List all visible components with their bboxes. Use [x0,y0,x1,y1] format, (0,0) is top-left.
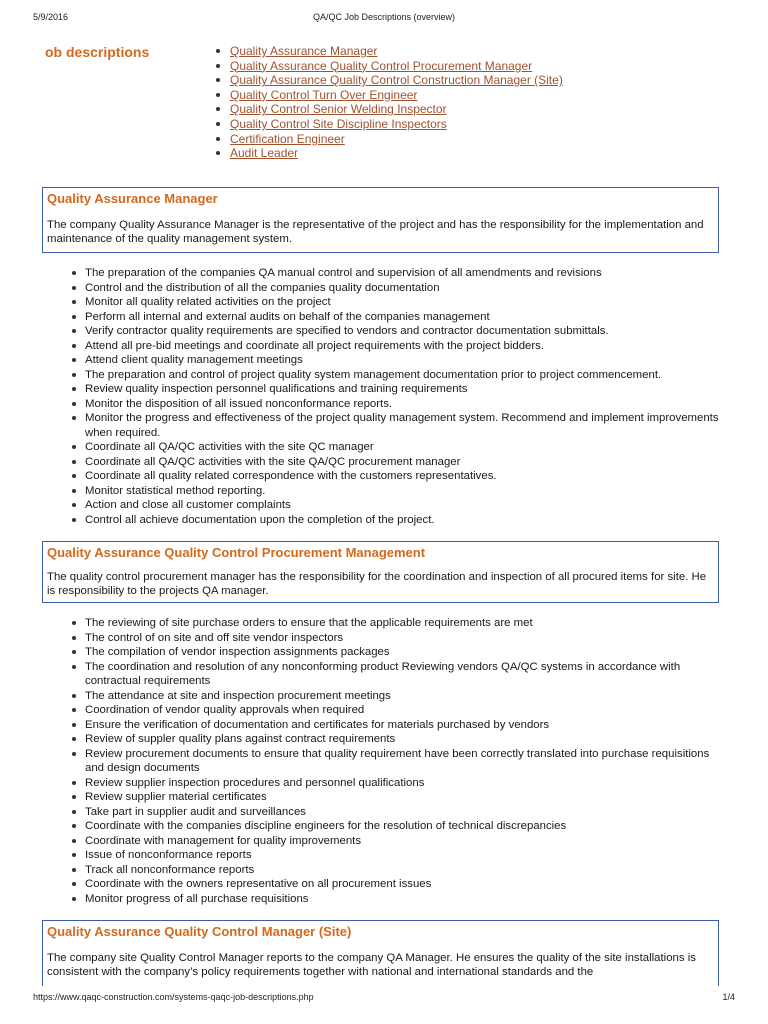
toc-heading: ob descriptions [45,44,150,60]
list-item: Attend client quality management meetings [85,353,725,368]
duties-list-procurement [85,616,725,906]
list-item: Review procurement documents to ensure that quality requirement have been correctly translated into purchase requisitions and design documents [85,747,725,776]
toc-link-qa-manager[interactable]: Quality Assurance Manager [230,44,378,58]
section-box-procurement [42,541,719,603]
section-box-site-manager [42,920,719,986]
toc-link-procurement-manager[interactable]: Quality Assurance Quality Control Procurement Manager [230,58,533,73]
print-url: https://www.qaqc-construction.com/systems-qaqc-job-descriptions.php [33,992,314,1002]
section-title: Quality Assurance Quality Control Manager (Site) [47,924,352,939]
list-item: Coordinate all QA/QC activities with the site QC manager [85,440,725,455]
toc-item [230,102,563,117]
list-item: Track all nonconformance reports [85,863,725,878]
toc-item [230,59,563,74]
list-item: Issue of nonconformance reports [85,848,725,863]
section-intro: The company Quality Assurance Manager is the representative of the project and has the responsibility for the implementation and maintenance of the quality management system. [47,219,704,246]
toc-link-turnover-engineer[interactable]: Quality Control Turn Over Engineer [230,87,418,102]
list-item: Monitor all quality related activities on the project [85,295,725,310]
list-item: The reviewing of site purchase orders to ensure that the applicable requirements are met [85,616,725,631]
section-intro: The quality control procurement manager has the responsibility for the coordination and inspection of all procured items for site. He is responsibility to the projects QA manager. [47,571,707,598]
list-item: The compilation of vendor inspection assignments packages [85,645,725,660]
list-item: Perform all internal and external audits on behalf of the companies management [85,310,725,325]
toc-item [230,44,563,59]
duties-list-qa-manager [85,266,725,527]
list-item: Coordinate with the owners representative on all procurement issues [85,877,725,892]
list-item: Verify contractor quality requirements are specified to vendors and contractor documentation submittals. [85,324,725,339]
print-date: 5/9/2016 [33,12,69,22]
list-item: Review supplier material certificates [85,790,725,805]
toc-item [230,73,563,88]
list-item: Review of suppler quality plans against contract requirements [85,732,725,747]
toc-item [230,132,563,147]
list-item: Coordinate all QA/QC activities with the site QA/QC procurement manager [85,455,725,470]
section-title: Quality Assurance Manager [47,191,218,206]
toc-link-audit-leader[interactable]: Audit Leader [230,146,299,161]
list-item: Attend all pre-bid meetings and coordinate all project requirements with the project bidders. [85,339,725,354]
list-item: Control all achieve documentation upon the completion of the project. [85,513,725,528]
list-item: Control and the distribution of all the companies quality documentation [85,281,725,296]
page-number: 1/4 [722,992,735,1002]
toc-link-certification-engineer[interactable]: Certification Engineer [230,131,345,146]
section-title: Quality Assurance Quality Control Procurement Management [47,545,426,560]
section-intro: The company site Quality Control Manager reports to the company QA Manager. He ensures the quality of the site installations is consistent with the company’s policy requirements together with national and international standards and the [47,952,696,979]
list-item: Ensure the verification of documentation and certificates for materials purchased by vendors [85,718,725,733]
toc-link-construction-manager[interactable]: Quality Assurance Quality Control Construction Manager (Site) [230,73,563,88]
list-item: Monitor statistical method reporting. [85,484,725,499]
list-item: The control of on site and off site vendor inspectors [85,631,725,646]
list-item: Review quality inspection personnel qualifications and training requirements [85,382,725,397]
list-item: The attendance at site and inspection procurement meetings [85,689,725,704]
list-item: Action and close all customer complaints [85,498,725,513]
print-title: QA/QC Job Descriptions (overview) [312,12,456,22]
list-item: Review supplier inspection procedures and personnel qualifications [85,776,725,791]
toc-item [230,88,563,103]
list-item: Coordinate all quality related correspondence with the customers representatives. [85,469,725,484]
toc-item [230,117,563,132]
toc-link-welding-inspector[interactable]: Quality Control Senior Welding Inspector [230,102,447,117]
list-item: Monitor the disposition of all issued nonconformance reports. [85,397,725,412]
toc-list [230,44,563,161]
list-item: Coordinate with the companies discipline engineers for the resolution of technical discrepancies [85,819,725,834]
list-item: Take part in supplier audit and surveillances [85,805,725,820]
list-item: The coordination and resolution of any nonconforming product Reviewing vendors QA/QC systems in accordance with contractual requirements [85,660,725,689]
list-item: The preparation of the companies QA manual control and supervision of all amendments and revisions [85,266,725,281]
section-box-qa-manager [42,187,719,253]
list-item: Monitor progress of all purchase requisitions [85,892,725,907]
toc-item [230,146,563,161]
list-item: Monitor the progress and effectiveness of the project quality management system. Recommend and implement improvements when required. [85,411,725,440]
toc-link-discipline-inspectors[interactable]: Quality Control Site Discipline Inspectors [230,116,447,131]
list-item: The preparation and control of project quality system management documentation prior to project commencement. [85,368,725,383]
list-item: Coordinate with management for quality improvements [85,834,725,849]
list-item: Coordination of vendor quality approvals when required [85,703,725,718]
